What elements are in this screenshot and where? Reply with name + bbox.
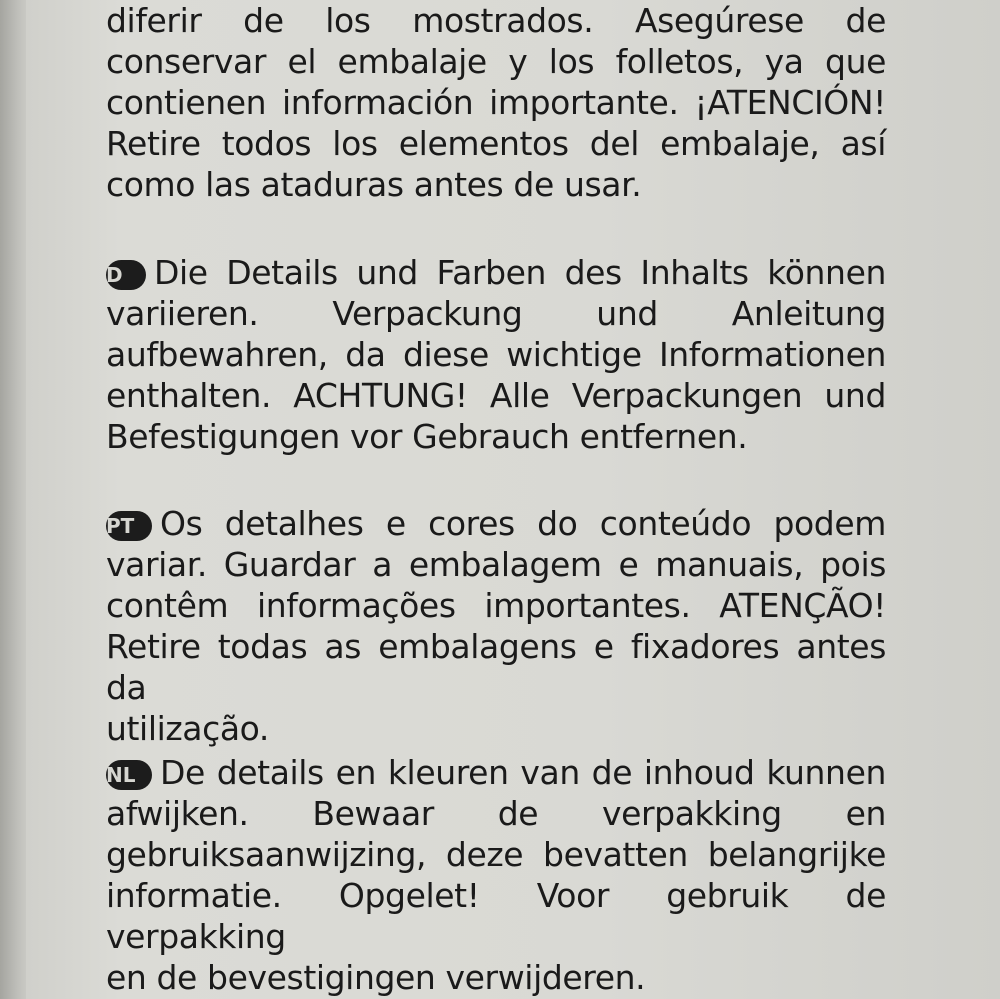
section-portuguese — [106, 503, 886, 749]
text-line: contienen información importante. ¡ATENCIÓN! — [106, 83, 886, 122]
text-line: Retire todos los elementos del embalaje, así — [106, 124, 886, 163]
text-line: Die Details und Farben des Inhalts können — [154, 253, 886, 292]
text-line: aufbewahren, da diese wichtige Informationen — [106, 335, 886, 374]
text-line: diferir de los mostrados. Asegúrese de — [106, 1, 886, 40]
text-line: en de bevestigingen verwijderen. — [106, 958, 646, 997]
text-line: utilização. — [106, 709, 269, 748]
text-line: Os detalhes e cores do conteúdo podem — [160, 504, 886, 543]
paper-edge-shadow — [0, 0, 26, 999]
language-badge-pt: PT — [106, 511, 152, 541]
text-line: afwijken. Bewaar de verpakking en — [106, 794, 886, 833]
language-badge-de: D — [106, 260, 146, 290]
text-line-with-badge — [106, 752, 886, 793]
text-line: Retire todas as embalagens e fixadores antes da — [106, 627, 886, 707]
section-dutch — [106, 752, 886, 998]
text-line-with-badge — [106, 252, 886, 293]
text-line: variar. Guardar a embalagem e manuais, pois — [106, 545, 886, 584]
section-spanish — [106, 0, 886, 205]
text-line-with-badge — [106, 503, 886, 544]
text-line: enthalten. ACHTUNG! Alle Verpackungen und — [106, 376, 886, 415]
text-line: De details en kleuren van de inhoud kunnen — [160, 753, 886, 792]
text-line: Befestigungen vor Gebrauch entfernen. — [106, 417, 748, 456]
language-badge-nl: NL — [106, 760, 152, 790]
text-line: gebruiksaanwijzing, deze bevatten belangrijke — [106, 835, 886, 874]
text-line: contêm informações importantes. ATENÇÃO! — [106, 586, 886, 625]
text-line: variieren. Verpackung und Anleitung — [106, 294, 886, 333]
text-line: como las ataduras antes de usar. — [106, 165, 642, 204]
text-line: conservar el embalaje y los folletos, ya que — [106, 42, 886, 81]
section-german — [106, 252, 886, 457]
text-line: informatie. Opgelet! Voor gebruik de verpakking — [106, 876, 886, 956]
